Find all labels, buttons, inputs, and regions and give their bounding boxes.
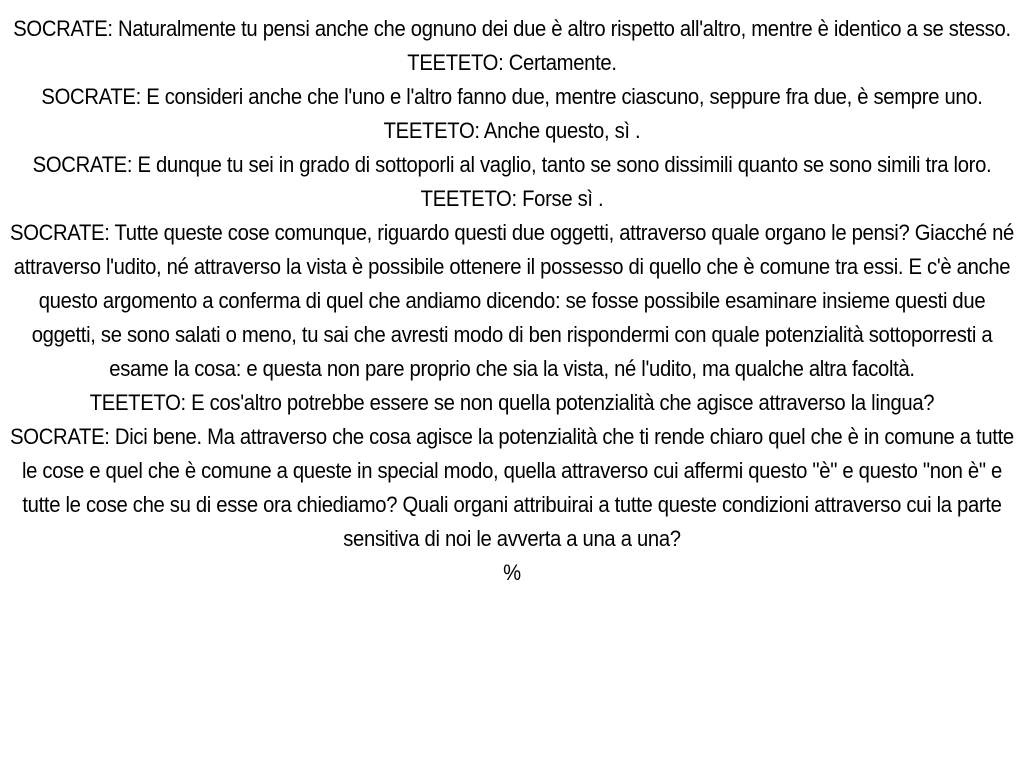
dialogue-line-teeteto: TEETETO: Forse sì . xyxy=(420,186,604,211)
dialogue-line-socrate: SOCRATE: E dunque tu sei in grado di sottoporli al vaglio, tanto se sono dissimili quanto se sono simili tra loro. xyxy=(32,152,992,177)
trailing-symbol: % xyxy=(503,560,521,585)
dialogue-line-socrate: SOCRATE: Dici bene. Ma attraverso che cosa agisce la potenzialità che ti rende chiaro quel che è in comune a tutte le cose e quel che è comune a queste in special modo, quella attraverso cui affermi questo "è" e questo "non è" e tutte le cose che su di esse ora chiediamo? Quali organi attribuirai a tutte queste condizioni attraverso cui la parte sensitiva di noi le avverta a una a una? xyxy=(10,424,1014,551)
dialogue-line-socrate: SOCRATE: Tutte queste cose comunque, riguardo questi due oggetti, attraverso quale organo le pensi? Giacché né attraverso l'udito, né attraverso la vista è possibile ottenere il possesso di quello che è comune tra essi. E c'è anche questo argomento a conferma di quel che andiamo dicendo: se fosse possibile esaminare insieme questi due oggetti, se sono salati o meno, tu sai che avresti modo di ben rispondermi con quale potenzialità sottoporresti a esame la cosa: e questa non pare proprio che sia la vista, né l'udito, ma qualche altra facoltà. xyxy=(10,220,1014,381)
dialogue-line-socrate: SOCRATE: Naturalmente tu pensi anche che ognuno dei due è altro rispetto all'altro, mentre è identico a se stesso. xyxy=(13,16,1011,41)
dialogue-line-teeteto: TEETETO: Certamente. xyxy=(407,50,617,75)
dialogue-line-teeteto: TEETETO: E cos'altro potrebbe essere se non quella potenzialità che agisce attraverso la lingua? xyxy=(89,390,935,415)
dialogue-line-socrate: SOCRATE: E consideri anche che l'uno e l'altro fanno due, mentre ciascuno, seppure fra due, è sempre uno. xyxy=(41,84,983,109)
dialogue-line-teeteto: TEETETO: Anche questo, sì . xyxy=(383,118,641,143)
